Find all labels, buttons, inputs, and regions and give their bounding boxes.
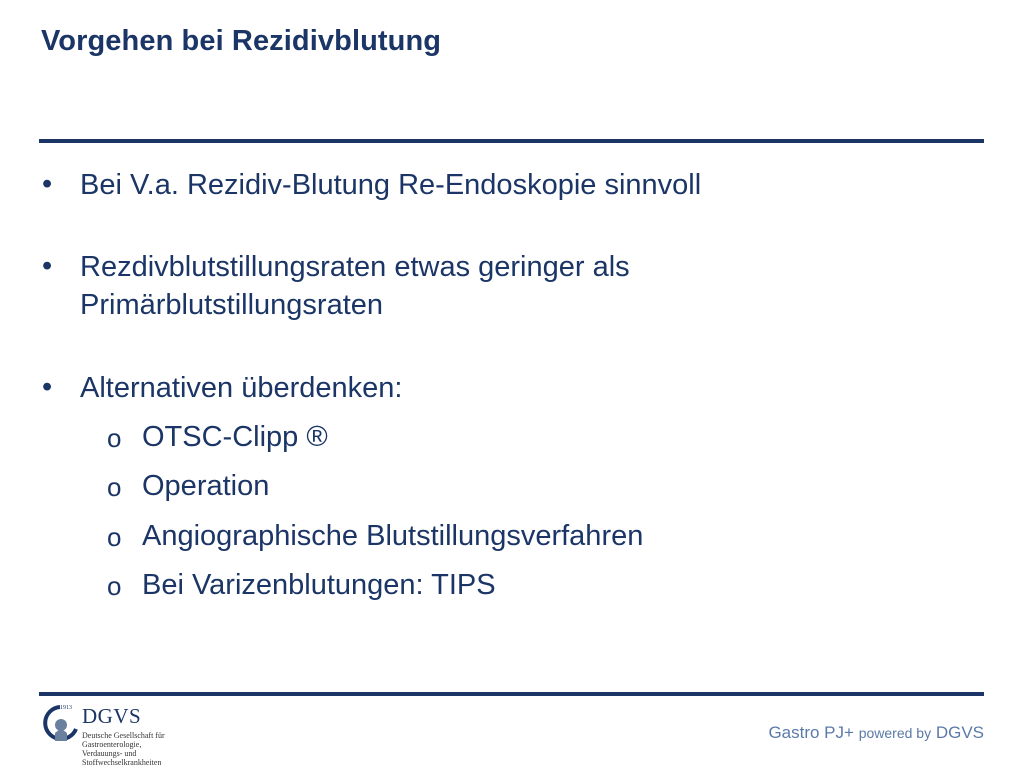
logo-subtitle-line: Verdauungs- und bbox=[82, 749, 137, 758]
footer-brand: Gastro PJ+ bbox=[768, 723, 854, 742]
slide-title: Vorgehen bei Rezidivblutung bbox=[41, 25, 442, 57]
logo-subtitle bbox=[82, 731, 212, 767]
logo-subtitle-line: Deutsche Gesellschaft für bbox=[82, 731, 165, 740]
logo-subtitle-line: Stoffwechselkrankheiten bbox=[82, 758, 162, 767]
bullet-text-1: Bei V.a. Rezidiv-Blutung Re-Endoskopie sinnvoll bbox=[80, 169, 702, 201]
footer-divider bbox=[39, 692, 984, 696]
logo-name: DGVS bbox=[82, 704, 142, 728]
footer-powered-by: powered by bbox=[858, 725, 932, 741]
logo-year: 1913 bbox=[60, 705, 72, 711]
bullet-marker: • bbox=[42, 250, 53, 282]
sub-item-marker: o bbox=[107, 522, 122, 552]
sub-item-operation: Operation bbox=[142, 470, 270, 502]
sub-item-marker: o bbox=[107, 571, 122, 601]
bullet-marker: • bbox=[42, 168, 53, 200]
bullet-text-2-line2: Primärblutstillungsraten bbox=[80, 289, 384, 321]
logo-subtitle-line: Gastroenterologie, bbox=[82, 740, 142, 749]
bullet-text-3: Alternativen überdenken: bbox=[80, 372, 403, 404]
footer-org: DGVS bbox=[935, 723, 984, 742]
bullet-text-2-line1: Rezdivblutstillungsraten etwas geringer als bbox=[80, 251, 630, 283]
footer-branding bbox=[768, 723, 984, 743]
bullet-marker: • bbox=[42, 371, 53, 403]
dgvs-logo bbox=[40, 703, 220, 765]
sub-item-angiography: Angiographische Blutstillungsverfahren bbox=[142, 520, 644, 552]
sub-item-otsc: OTSC-Clipp ® bbox=[142, 421, 328, 453]
sub-item-marker: o bbox=[107, 423, 122, 453]
sub-item-marker: o bbox=[107, 472, 122, 502]
sub-item-tips: Bei Varizenblutungen: TIPS bbox=[142, 569, 496, 601]
